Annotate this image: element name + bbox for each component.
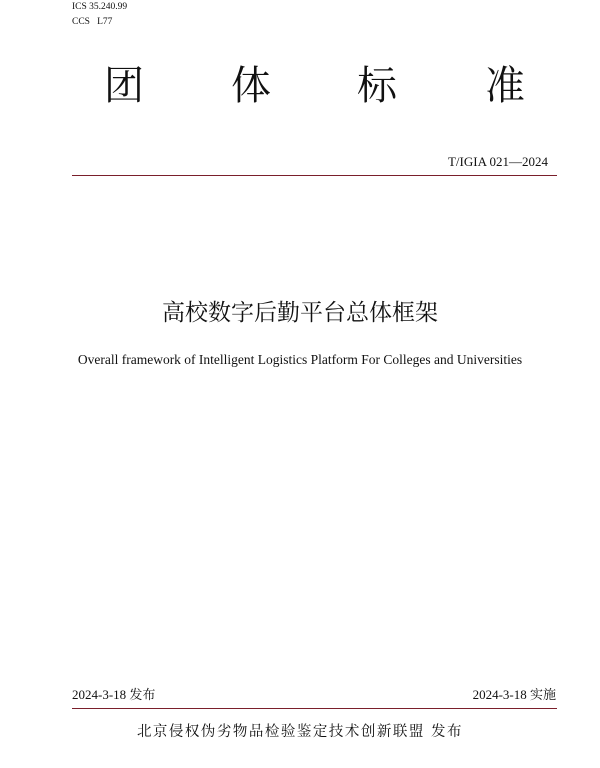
heading-char: 标 — [357, 63, 397, 109]
heading-char: 团 — [104, 63, 144, 109]
heading-char: 体 — [231, 63, 271, 109]
ics-code: ICS 35.240.99 — [72, 2, 128, 12]
heading-char: 准 — [485, 63, 525, 109]
ccs-code: CCS L77 — [72, 17, 113, 27]
bottom-divider — [72, 708, 557, 709]
title-chinese: 高校数字后勤平台总体框架 — [162, 300, 438, 326]
top-divider — [72, 175, 557, 176]
issue-date: 2024-3-18 发布 — [72, 687, 156, 702]
title-english: Overall framework of Intelligent Logistics Platform For Colleges and Universities — [77, 352, 523, 367]
implementation-date: 2024-3-18 实施 — [472, 687, 556, 702]
publisher-line: 北京侵权伪劣物品检验鉴定技术创新联盟 发布 — [136, 724, 464, 740]
standard-number: T/IGIA 021—2024 — [447, 154, 548, 169]
